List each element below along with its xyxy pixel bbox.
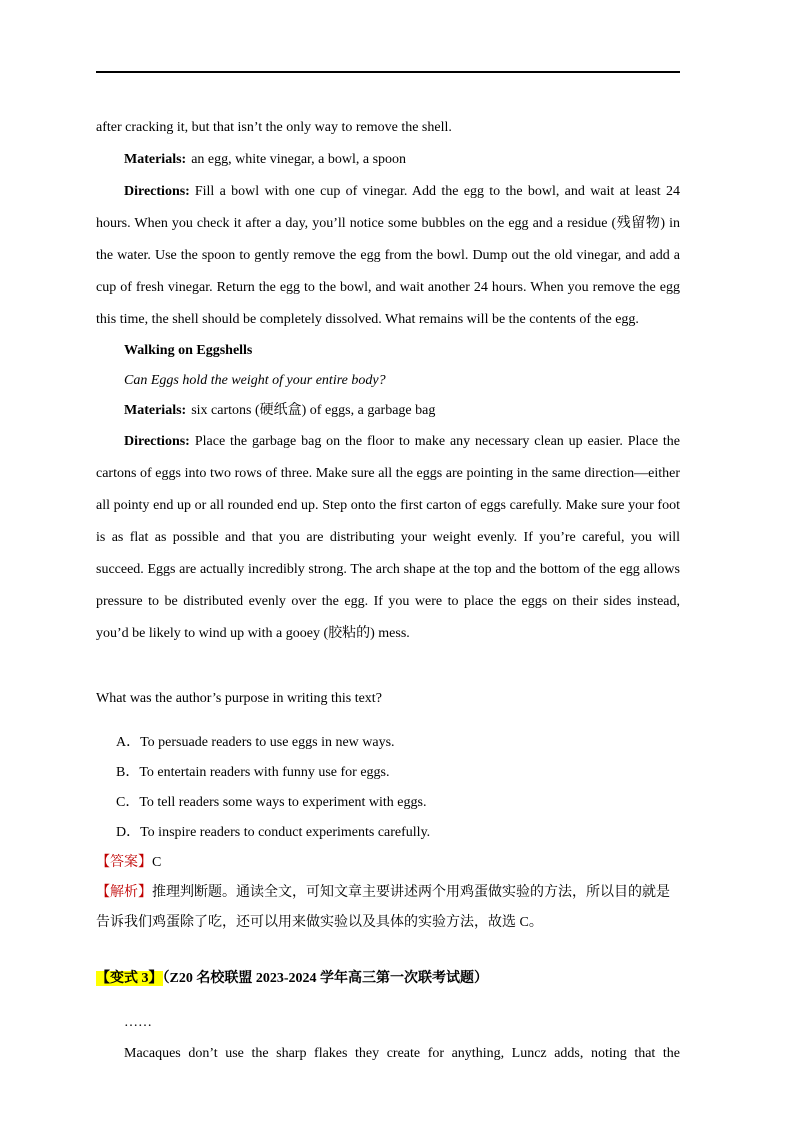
analysis-line bbox=[96, 878, 680, 938]
analysis-text: 推理判断题。通读全文，可知文章主要讲述两个用鸡蛋做实验的方法，所以目的就是告诉我们鸡蛋除了吃，还可以用来做实验以及具体的实验方法，故选 C。 bbox=[96, 885, 670, 930]
analysis-label: 【解析】 bbox=[96, 885, 152, 900]
materials-text: an egg, white vinegar, a bowl, a spoon bbox=[191, 152, 407, 167]
option-c: C．To tell readers some ways to experiment with eggs. bbox=[116, 795, 427, 810]
section2-materials bbox=[96, 396, 680, 426]
directions-label: Directions: bbox=[124, 184, 190, 199]
answer-options bbox=[96, 728, 680, 848]
materials-text: six cartons (硬纸盒) of eggs, a garbage bag bbox=[191, 403, 436, 418]
intro-line: after cracking it, but that isn’t the only way to remove the shell. bbox=[96, 120, 452, 135]
header-rule bbox=[96, 71, 680, 73]
option-d: D．To inspire readers to conduct experiments carefully. bbox=[116, 825, 431, 840]
section1-materials bbox=[96, 144, 680, 176]
answer-label: 【答案】 bbox=[96, 855, 152, 870]
directions-label: Directions: bbox=[124, 434, 190, 449]
document-body bbox=[96, 112, 680, 1070]
answer-line bbox=[96, 848, 680, 878]
next-passage: Macaques don’t use the sharp flakes they create for anything, Luncz adds, noting that the bbox=[124, 1046, 680, 1061]
materials-label: Materials: bbox=[124, 403, 187, 418]
ellipsis: …… bbox=[124, 1015, 152, 1030]
materials-label: Materials: bbox=[124, 152, 187, 167]
variant-heading bbox=[96, 964, 680, 994]
section2-subtitle: Can Eggs hold the weight of your entire body? bbox=[124, 373, 386, 388]
section1-directions bbox=[96, 176, 680, 336]
section2-title: Walking on Eggshells bbox=[124, 343, 253, 358]
answer-value: C bbox=[152, 855, 162, 870]
section2-directions bbox=[96, 426, 680, 650]
variant-source: （Z20 名校联盟 2023-2024 学年高三第一次联考试题） bbox=[162, 971, 488, 986]
option-b: B．To entertain readers with funny use for eggs. bbox=[116, 765, 390, 780]
variant-label: 【变式 3】 bbox=[96, 971, 163, 986]
directions-text: Fill a bowl with one cup of vinegar. Add the egg to the bowl, and wait at least 24 hours. When you check it after a day, you’ll notice some bubbles on the egg and a residue (残留物) in the water. Use the spoon to gently remove the egg from the bowl. Dump out the old vinegar, and add a cup of fresh vinegar. Return the egg to the bowl, and wait another 24 hours. When you remove the egg this time, the shell should be completely dissolved. What remains will be the contents of the egg. bbox=[96, 184, 680, 327]
directions-text: Place the garbage bag on the floor to make any necessary clean up easier. Place the cartons of eggs into two rows of three. Make sure all the eggs are pointing in the same direction—either all pointy end up or all rounded end up. Step onto the first carton of eggs carefully. Make sure your foot is as flat as possible and that you are distributing your weight evenly. If you’re careful, you will succeed. Eggs are actually incredibly strong. The arch shape at the top and the bottom of the egg allows pressure to be distributed evenly over the egg. If you were to place the eggs on their sides instead, you’d be likely to wind up with a gooey (胶粘的) mess. bbox=[96, 434, 680, 641]
option-a: A．To persuade readers to use eggs in new ways. bbox=[116, 735, 395, 750]
question-text: What was the author’s purpose in writing this text? bbox=[96, 691, 382, 706]
